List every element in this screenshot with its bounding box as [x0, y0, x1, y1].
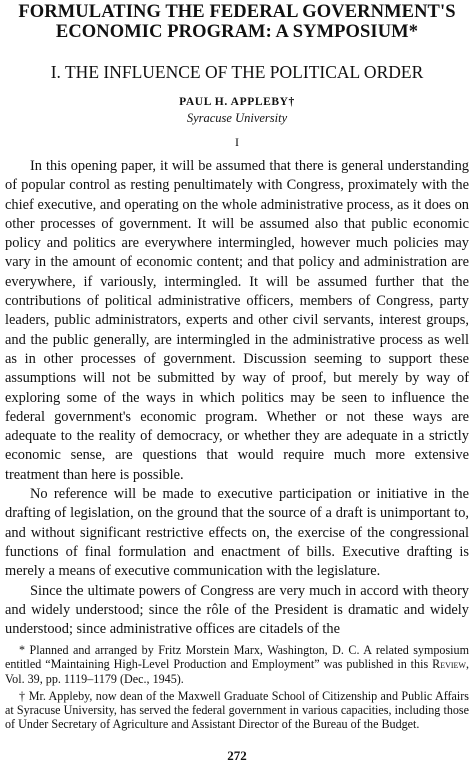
author-name: PAUL H. APPLEBY†: [179, 96, 295, 108]
footnote-symposium: [5, 643, 469, 686]
article-title-line-1: FORMULATING THE FEDERAL GOVERNMENT'S: [18, 2, 456, 22]
footnotes: [5, 643, 469, 735]
section-number: I: [235, 135, 239, 149]
author-affiliation: Syracuse University: [186, 111, 288, 125]
article-body: [5, 157, 469, 639]
section-title: I. THE INFLUENCE OF THE POLITICAL ORDER: [50, 62, 424, 82]
journal-name: Review: [432, 657, 466, 672]
page-number: 272: [227, 748, 247, 763]
footnote-symposium-text: * Planned and arranged by Fritz Morstein Marx, Washington, D. C. A related symposium entitled “Maintaining High-Level Production and Employment” was published in this: [5, 643, 469, 672]
body-paragraph-1: In this opening paper, it will be assumed that there is general understanding of popular control as resting penultimately with Congress, proximately with the chief executive, and operating on the whole administrative process, as it does on other processes of government. It will be assumed also that public economic policy and politics are everywhere intermingled, however much policies may vary in the amount of economic content; and that policy and administration are everywhere, if variously, intermingled. It will be assumed further that the contributions of political administrative officers, members of Congress, party leaders, public administrators, experts and other civil servants, interest groups, and the public generally, are intermingled in the administrative process as well as in other processes of government. Discussion seeming to support these assumptions will not be submitted by way of proof, but merely by way of exploring some of the ways in which politics may be seen to influence the federal government's economic program. Whether or not these ways are adequate to the reality of democracy, or whether they are adequate in a strictly economic sense, are questions that would require much more extensive treatment than here is possible.: [5, 158, 469, 483]
footnote-author: † Mr. Appleby, now dean of the Maxwell Graduate School of Citizenship and Public Affairs at Syracuse University, has served the federal government in various capacities, including those of Under Secretary of Agriculture and Assistant Director of the Bureau of the Budget.: [5, 688, 469, 732]
body-paragraph-3: Since the ultimate powers of Congress are very much in accord with theory and widely understood; since the rôle of the President is dramatic and widely understood; since administrative offices are citadels of the: [5, 582, 469, 638]
footnote-symposium-citation: , Vol. 39, pp. 1119–1179 (Dec., 1945).: [5, 657, 469, 686]
body-paragraph-2: No reference will be made to executive participation or initiative in the drafting of legislation, on the ground that the source of a draft is unimportant to, and without significant restrictive effects on, the exercise of the congressional functions of final formulation and enactment of bills. Executive drafting is merely a means of executive communication with the legislature.: [5, 486, 469, 580]
article-title-line-2: ECONOMIC PROGRAM: A SYMPOSIUM*: [55, 22, 419, 42]
